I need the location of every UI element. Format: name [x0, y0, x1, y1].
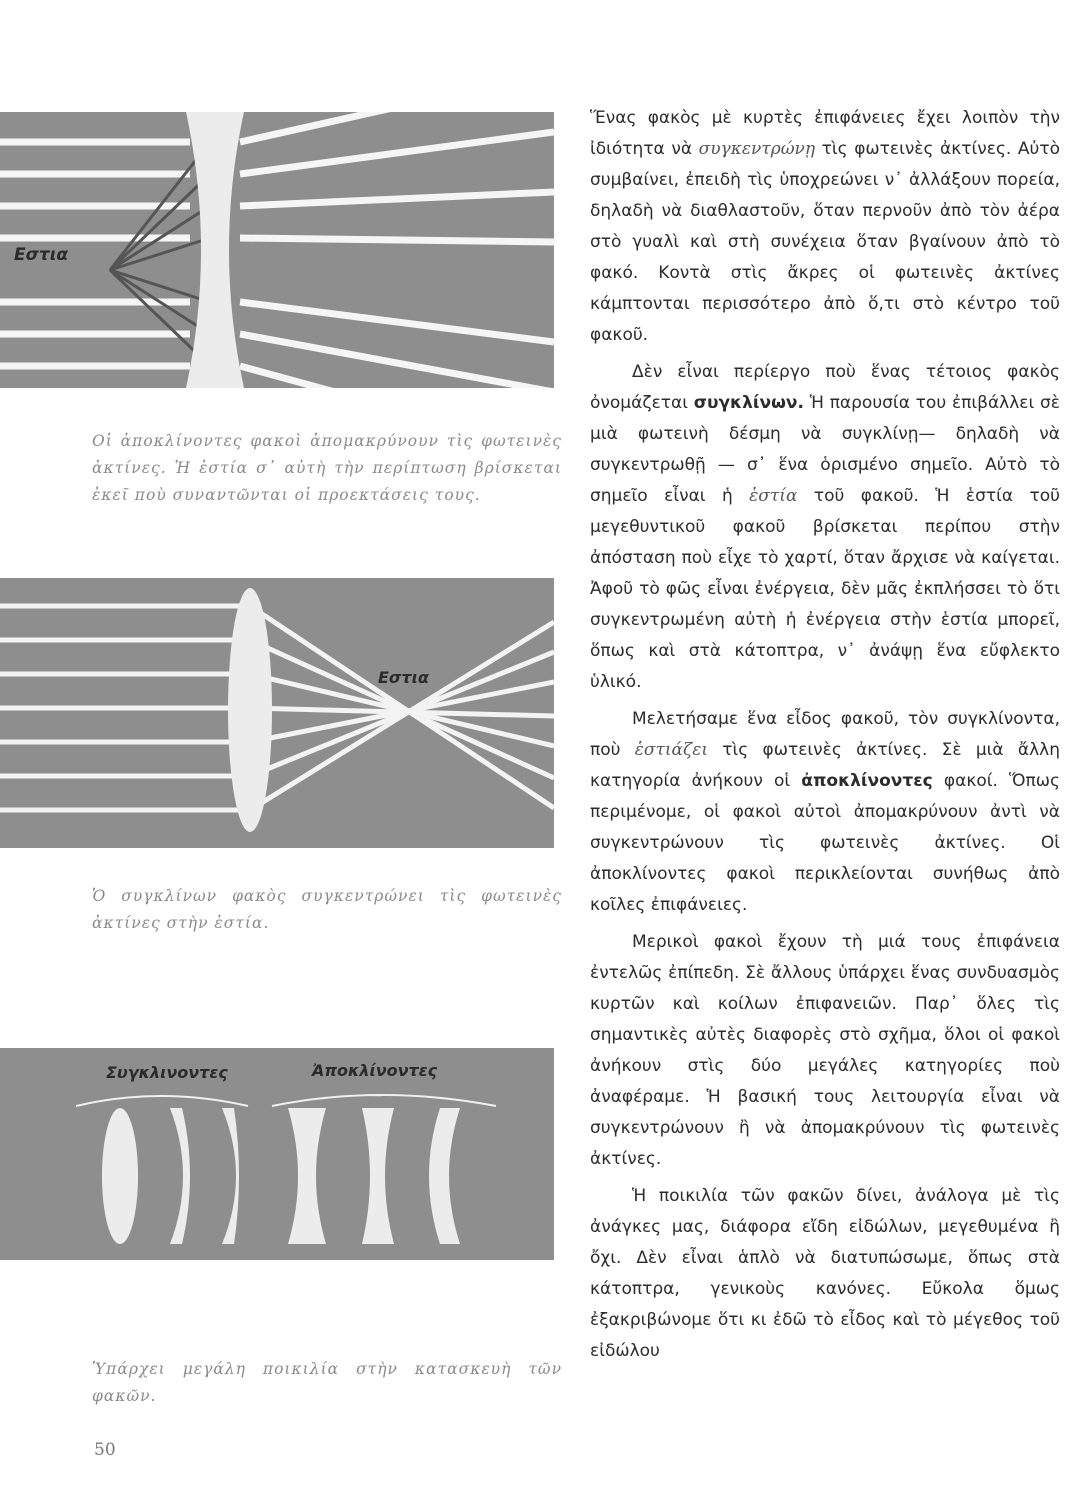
paragraph-5: Ἡ ποικιλία τῶν φακῶν δίνει, ἀνάλογα μὲ τὶς ἀνάγκες μας, διάφορα εἴδη εἰδώλων, μεγεθυμένα ἢ ὄχι. Δὲν εἶναι ἁπλὸ νὰ διατυπώσωμε, ὅπως στὰ κάτοπτρα, γενικοὺς κανόνες. Εὔκολα ὅμως ἐξακριβώνομε ὅτι κι ἐδῶ τὸ εἶδος καὶ τὸ μέγεθος τοῦ εἰδώλου: [590, 1186, 1060, 1361]
text-span: Δὲν εἶναι περίεργο ποὺ ἕνας τέτοιος φακὸς ὀνομάζεται: [590, 362, 1060, 413]
bold-term: ἀποκλίνοντες: [801, 771, 933, 791]
page-number: 50: [94, 1440, 116, 1460]
focus-label: Εστια: [14, 245, 69, 265]
paragraph-1: [590, 103, 1060, 351]
diverging-lens-caption: Οἱ ἀποκλίνοντες φακοὶ ἀπομακρύνουν τὶς φωτεινὲς ἀκτίνες. Ἡ ἑστία σ᾽ αὐτὴ τὴν περίπτωση βρίσκεται ἐκεῖ ποὺ συναντῶνται οἱ προεκτάσεις τους.: [92, 432, 562, 504]
text-span: τὶς φωτεινὲς ἀκτίνες. Σὲ μιὰ ἄλλη κατηγορία ἀνήκουν οἱ: [590, 740, 1060, 791]
lens-types-caption: Ὑπάρχει μεγάλη ποικιλία στὴν κατασκευὴ τῶν φακῶν.: [92, 1360, 562, 1405]
emphasis-text: ἑστιάζει: [634, 740, 709, 760]
paragraph-3: [590, 704, 1060, 921]
text-span: Ἕνας φακὸς μὲ κυρτὲς ἐπιφάνειες ἔχει λοιπὸν τὴν ἰδιότητα νὰ: [590, 108, 1060, 159]
text-span: τοῦ φακοῦ. Ἡ ἑστία τοῦ μεγεθυντικοῦ φακοῦ βρίσκεται περίπου στὴν ἀπόσταση ποὺ εἶχε τὸ χαρτί, ὅταν ἄρχισε νὰ καίγεται. Ἀφοῦ τὸ φῶς εἶναι ἐνέργεια, δὲν μᾶς ἐκπλήσσει τὸ ὅτι συγκεντρωμένη αὐτὴ ἡ ἐνέργεια στὴν ἑστία μπορεῖ, ὅπως καὶ στὰ κάτοπτρα, ν᾽ ἀνάψῃ ἕνα εὔφλεκτο ὑλικό.: [590, 486, 1060, 692]
emphasis-text: συγκεντρώνῃ: [698, 139, 816, 159]
body-text: [590, 103, 1060, 1373]
concave-lens-shape: [186, 112, 244, 388]
text-span: Μελετήσαμε ἕνα εἶδος φακοῦ, τὸν συγκλίνοντα, ποὺ: [590, 709, 1060, 760]
converging-lens-caption: Ὁ συγκλίνων φακὸς συγκεντρώνει τὶς φωτεινὲς ἀκτίνες στὴν ἑστία.: [92, 887, 562, 932]
converging-types-label: Συγκλινοντες: [106, 1063, 228, 1082]
paragraph-4: Μερικοὶ φακοὶ ἔχουν τὴ μιά τους ἐπιφάνεια ἐντελῶς ἐπίπεδη. Σὲ ἄλλους ὑπάρχει ἕνας συνδυασμὸς κυρτῶν καὶ κοίλων ἐπιφανειῶν. Παρ᾽ ὅλες τὶς σημαντικὲς αὐτὲς διαφορὲς στὸ σχῆμα, ὅλοι οἱ φακοὶ ἀνήκουν στὶς δύο μεγάλες κατηγορίες ποὺ ἀναφέραμε. Ἡ βασική τους λειτουργία εἶναι νὰ συγκεντρώνουν ἢ νὰ ἀπομακρύνουν τὶς φωτεινὲς ἀκτίνες.: [590, 932, 1060, 1169]
converging-lens-figure: [0, 578, 554, 848]
diverging-types-label: Ἀποκλίνοντες: [312, 1061, 438, 1080]
paragraph-2: [590, 357, 1060, 698]
text-span: τὶς φωτεινὲς ἀκτίνες. Αὐτὸ συμβαίνει, ἐπειδὴ τὶς ὑποχρεώνει ν᾽ ἀλλάξουν πορεία, δηλαδὴ νὰ διαθλαστοῦν, ὅταν περνοῦν ἀπὸ τὸν ἀέρα στὸ γυαλὶ καὶ στὴ συνέχεια ὅταν βγαίνουν ἀπὸ τὸ φακό. Κοντὰ στὶς ἄκρες οἱ φωτεινὲς ἀκτίνες κάμπτονται περισσότερο ἀπὸ ὅ,τι στὸ κέντρο τοῦ φακοῦ.: [590, 139, 1060, 345]
bold-term: συγκλίνων.: [693, 393, 804, 413]
emphasis-text: ἑστία: [749, 486, 798, 506]
text-span: Ἡ παρουσία του ἐπιβάλλει σὲ μιὰ φωτεινὴ δέσμη νὰ συγκλίνῃ— δηλαδὴ νὰ συγκεντρωθῇ — σ᾽ ἕνα ὁρισμένο σημεῖο. Αὐτὸ τὸ σημεῖο εἶναι ἡ: [590, 393, 1060, 506]
diverging-lens-figure: [0, 112, 554, 388]
lens-shapes: [102, 1108, 460, 1244]
convex-lens-shape: [228, 588, 272, 832]
text-span: φακοί. Ὅπως περιμένομε, οἱ φακοὶ αὐτοὶ ἀπομακρύνουν ἀντὶ νὰ συγκεντρώνουν τὶς φωτεινὲς ἀκτίνες. Οἱ ἀποκλίνοντες φακοὶ περικλείονται συνήθως ἀπὸ κοῖλες ἐπιφάνειες.: [590, 771, 1060, 915]
focus-label: Εστια: [378, 668, 429, 687]
lens-types-figure: [0, 1048, 554, 1260]
